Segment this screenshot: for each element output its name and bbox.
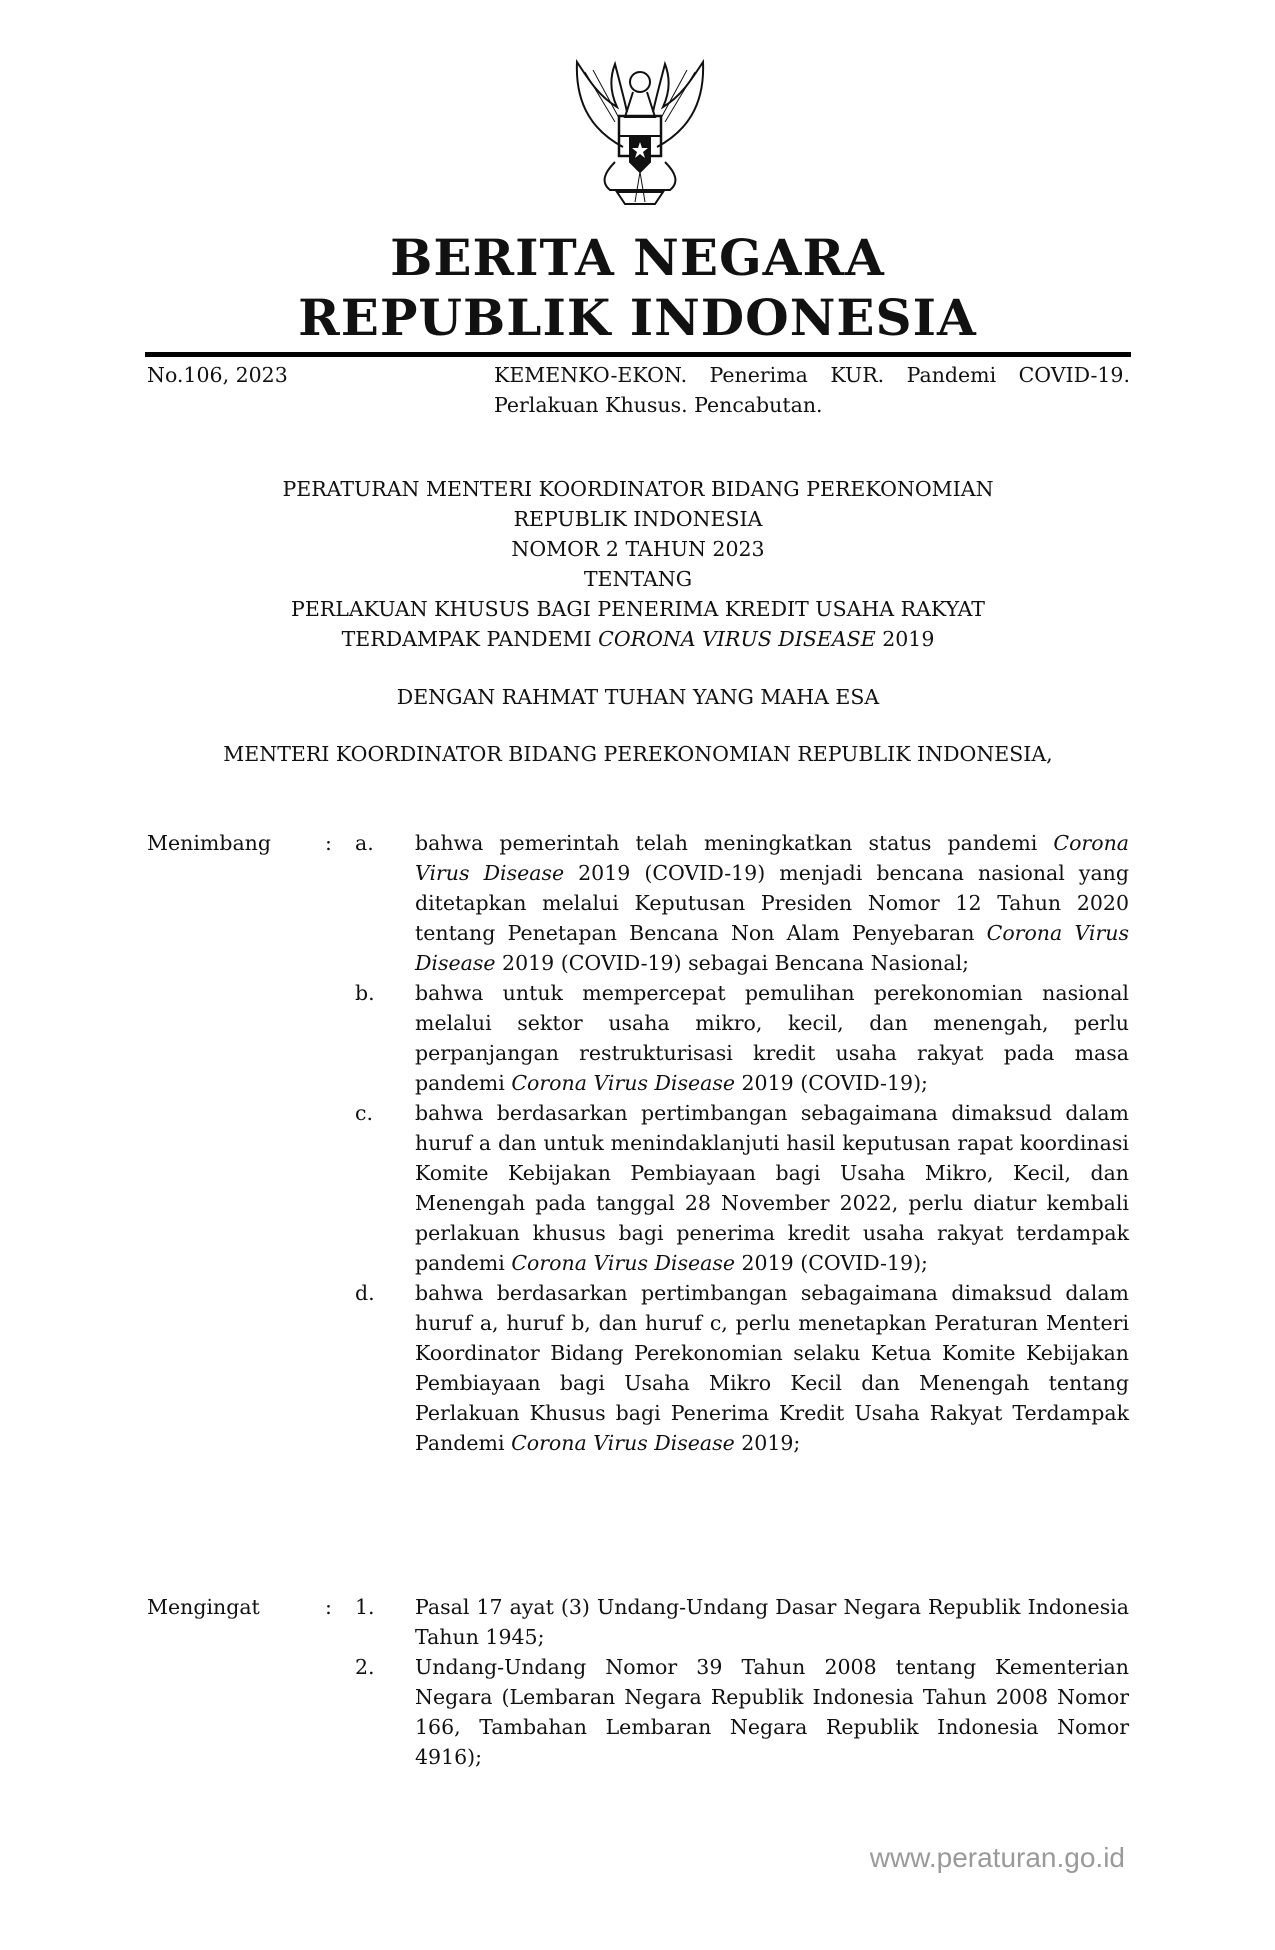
gazette-subject: KEMENKO-EKON. Penerima KUR. Pandemi COVID-19. Perlakuan Khusus. Pencabutan. <box>494 363 1130 417</box>
italic-term: Corona Virus Disease <box>511 1071 735 1095</box>
item-marker: b. <box>355 981 375 1005</box>
regulation-title-line2: REPUBLIK INDONESIA <box>513 507 763 531</box>
section-colon: : <box>325 1595 332 1619</box>
blessing-line: DENGAN RAHMAT TUHAN YANG MAHA ESA <box>396 685 880 709</box>
regulation-subject-line1: PERLAKUAN KHUSUS BAGI PENERIMA KREDIT USAHA RAKYAT <box>291 597 985 621</box>
item-text <box>415 978 1129 1098</box>
italic-term: Corona Virus Disease <box>415 831 1129 885</box>
item-marker: c. <box>355 1101 373 1125</box>
text-segment: Pasal 17 ayat (3) Undang-Undang Dasar Negara Republik Indonesia Tahun 1945; <box>415 1595 1129 1649</box>
text-segment: bahwa pemerintah telah meningkatkan status pandemi <box>415 831 1054 855</box>
gazette-title-line1: BERITA NEGARA <box>390 228 885 287</box>
header-rule <box>145 352 1131 357</box>
italic-term: Corona Virus Disease <box>415 921 1129 975</box>
subject-year: 2019 <box>875 627 935 651</box>
item-text <box>415 1592 1129 1652</box>
list-item <box>147 828 1131 978</box>
item-marker: d. <box>355 1281 375 1305</box>
list-item <box>147 1592 1131 1652</box>
item-marker: 2. <box>355 1655 375 1679</box>
text-segment: 2019 (COVID-19); <box>735 1071 928 1095</box>
section-label: Menimbang <box>147 831 271 855</box>
regulation-title-line1: PERATURAN MENTERI KOORDINATOR BIDANG PEREKONOMIAN <box>282 477 994 501</box>
item-text <box>415 1098 1129 1278</box>
text-segment: 2019; <box>734 1431 801 1455</box>
text-segment: Undang-Undang Nomor 39 Tahun 2008 tentang Kementerian Negara (Lembaran Negara Republik Indonesia Tahun 2008 Nomor 166, Tambahan Lembaran Negara Republik Indonesia Nomor 4916); <box>415 1655 1129 1769</box>
italic-term: Corona Virus Disease <box>511 1431 735 1455</box>
item-marker: a. <box>355 831 374 855</box>
item-text <box>415 828 1129 978</box>
gazette-title-line2: REPUBLIK INDONESIA <box>298 288 977 347</box>
list-item <box>147 1652 1131 1772</box>
item-text <box>415 1278 1129 1458</box>
subject-text: TERDAMPAK PANDEMI <box>341 627 599 651</box>
issuer-line: MENTERI KOORDINATOR BIDANG PEREKONOMIAN REPUBLIK INDONESIA, <box>223 742 1053 766</box>
section-menimbang <box>147 828 1131 1458</box>
section-label: Mengingat <box>147 1595 260 1619</box>
text-segment: bahwa untuk mempercepat pemulihan perekonomian nasional melalui sektor usaha mikro, kecil, dan menengah, perlu perpanjangan restrukturisasi kredit usaha rakyat pada masa pandemi <box>415 981 1129 1095</box>
list-item <box>147 978 1131 1098</box>
text-segment: 2019 (COVID-19) sebagai Bencana Nasional; <box>495 951 970 975</box>
text-segment: 2019 (COVID-19) menjadi bencana nasional yang ditetapkan melalui Keputusan Presiden Nomor 12 Tahun 2020 tentang Penetapan Bencana Non Alam Penyebaran <box>415 861 1129 945</box>
regulation-about: TENTANG <box>583 567 693 591</box>
item-marker: 1. <box>355 1595 375 1619</box>
gazette-number: No.106, 2023 <box>147 363 288 387</box>
regulation-subject-line2 <box>145 624 1131 654</box>
list-item <box>147 1098 1131 1278</box>
regulation-number: NOMOR 2 TAHUN 2023 <box>511 537 765 561</box>
garuda-pancasila-emblem <box>555 52 725 212</box>
section-colon: : <box>325 831 332 855</box>
subject-italic: CORONA VIRUS DISEASE <box>598 627 876 651</box>
text-segment: 2019 (COVID-19); <box>735 1251 928 1275</box>
list-item <box>147 1278 1131 1458</box>
footer-website[interactable]: www.peraturan.go.id <box>869 1842 1125 1873</box>
item-text <box>415 1652 1129 1772</box>
section-mengingat <box>147 1592 1131 1772</box>
text-segment: bahwa berdasarkan pertimbangan sebagaimana dimaksud dalam huruf a, huruf b, dan huruf c, perlu menetapkan Peraturan Menteri Koordinator Bidang Perekonomian selaku Ketua Komite Kebijakan Pembiayaan bagi Usaha Mikro Kecil dan Menengah tentang Perlakuan Khusus bagi Penerima Kredit Usaha Rakyat Terdampak Pandemi <box>415 1281 1129 1455</box>
italic-term: Corona Virus Disease <box>511 1251 735 1275</box>
text-segment: bahwa berdasarkan pertimbangan sebagaimana dimaksud dalam huruf a dan untuk menindaklanjuti hasil keputusan rapat koordinasi Komite Kebijakan Pembiayaan bagi Usaha Mikro, Kecil, dan Menengah pada tanggal 28 November 2022, perlu diatur kembali perlakuan khusus bagi penerima kredit usaha rakyat terdampak pandemi <box>415 1101 1129 1275</box>
